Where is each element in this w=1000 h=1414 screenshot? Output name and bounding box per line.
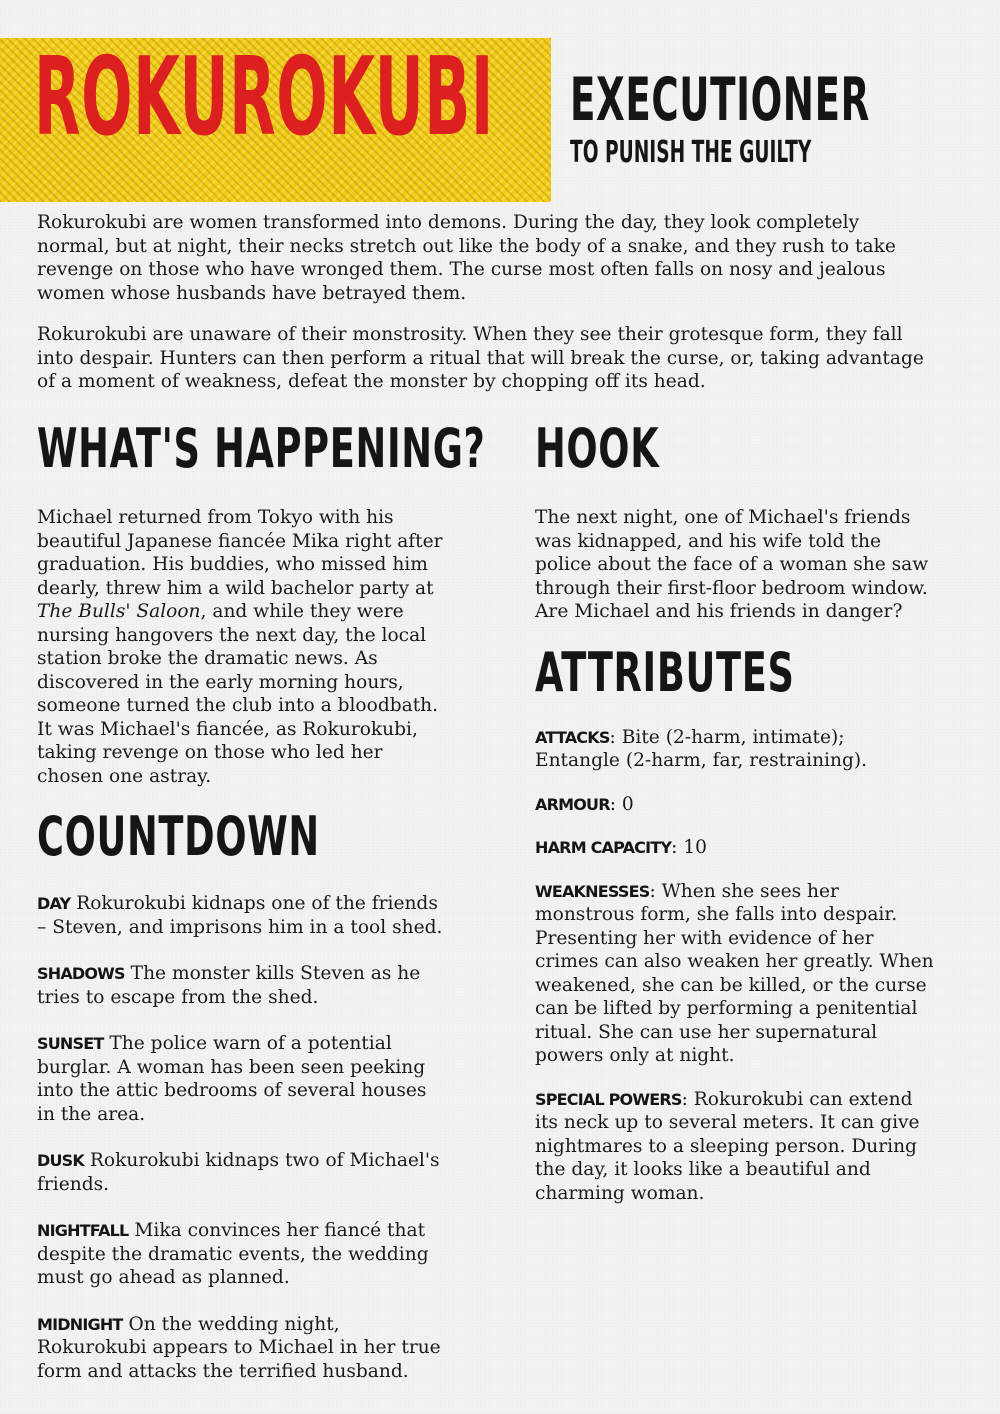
attributes-heading: ATTRIBUTES bbox=[535, 640, 795, 704]
countdown-text: Mika convinces her fiancé that despite the dramatic events, the wedding must go ahead as planned. bbox=[37, 1220, 429, 1288]
countdown-text: Rokurokubi kidnaps one of the friends – Steven, and imprisons him in a tool shed. bbox=[37, 893, 443, 938]
attribute-text: : When she sees her monstrous form, she falls into despair. Presenting her with evidence of her crimes can also weaken her greatly. When weakened, she can be killed, or the curse can be lifted by performing a penitential ritual. She can use her supernatural powers only at night. bbox=[535, 880, 934, 1066]
attribute-label: HARM CAPACITY bbox=[535, 838, 672, 857]
attribute-special-powers bbox=[535, 1088, 935, 1206]
countdown-label: DUSK bbox=[37, 1151, 84, 1170]
countdown-item-nightfall bbox=[37, 1219, 447, 1290]
countdown-list bbox=[37, 892, 447, 1383]
countdown-item-dusk bbox=[37, 1149, 447, 1196]
countdown-label: SHADOWS bbox=[37, 964, 125, 983]
monster-type-tagline: TO PUNISH THE GUILTY bbox=[570, 135, 812, 170]
attributes-list bbox=[535, 726, 935, 1206]
countdown-label: DAY bbox=[37, 894, 71, 913]
attribute-text: : 10 bbox=[671, 837, 707, 858]
attribute-label: ATTACKS bbox=[535, 727, 610, 747]
attribute-text: : 0 bbox=[609, 793, 634, 815]
right-column bbox=[535, 417, 935, 1225]
attribute-label: ARMOUR bbox=[535, 794, 610, 814]
countdown-item-midnight bbox=[37, 1313, 447, 1384]
attribute-harm-capacity bbox=[535, 836, 935, 860]
countdown-text: Rokurokubi kidnaps two of Michael's friends. bbox=[37, 1150, 440, 1195]
whats-happening-text-end: , and while they were nursing hangovers the next day, the local station broke the dramatic news. As discovered in the early morning hours, someone turned the club into a bloodbath. It was Michael's fiancée, as Rokurokubi, taking revenge on those who led her chosen one astray. bbox=[37, 601, 439, 787]
attribute-text: : Bite (2-harm, intimate); Entangle (2-harm, far, restraining). bbox=[535, 726, 868, 771]
countdown-label: SUNSET bbox=[37, 1034, 104, 1053]
attribute-label: WEAKNESSES bbox=[535, 881, 650, 901]
countdown-item-sunset bbox=[37, 1032, 447, 1126]
attribute-weaknesses bbox=[535, 880, 935, 1068]
intro-paragraph-2: Rokurokubi are unaware of their monstrosity. When they see their grotesque form, they fall into despair. Hunters can then perform a ritual that will break the curse, or, taking advantage of a moment of weakness, defeat the monster by chopping off its head. bbox=[37, 324, 924, 392]
countdown-label: NIGHTFALL bbox=[37, 1221, 129, 1240]
intro-paragraph-1: Rokurokubi are women transformed into demons. During the day, they look completely normal, but at night, their necks stretch out like the body of a snake, and they rush to take revenge on those who have wronged them. The curse most often falls on nosy and jealous women whose husbands have betrayed them. bbox=[37, 212, 896, 304]
attribute-text: : Rokurokubi can extend its neck up to several meters. It can give nightmares to a sleeping person. During the day, it looks like a beautiful and charming woman. bbox=[535, 1088, 920, 1204]
countdown-item-day bbox=[37, 892, 447, 939]
countdown-item-shadows bbox=[37, 962, 447, 1009]
countdown-text: On the wedding night, Rokurokubi appears to Michael in her true form and attacks the terrified husband. bbox=[37, 1313, 441, 1382]
countdown-heading: COUNTDOWN bbox=[37, 805, 320, 868]
countdown-text: The monster kills Steven as he tries to escape from the shed. bbox=[37, 963, 421, 1008]
countdown-label: MIDNIGHT bbox=[37, 1314, 123, 1334]
hook-heading: HOOK bbox=[535, 417, 660, 480]
whats-happening-text bbox=[37, 506, 447, 788]
attribute-attacks bbox=[535, 726, 935, 773]
intro-section bbox=[37, 211, 927, 412]
monster-type: EXECUTIONER bbox=[570, 65, 870, 135]
attribute-label: SPECIAL POWERS bbox=[535, 1089, 682, 1109]
venue-name: The Bulls' Saloon bbox=[37, 601, 201, 622]
countdown-text: The police warn of a potential burglar. A woman has been seen peeking into the attic bedrooms of several houses in the area. bbox=[37, 1033, 427, 1125]
monster-type-block bbox=[570, 65, 1000, 170]
whats-happening-text-start: Michael returned from Tokyo with his beautiful Japanese fiancée Mika right after graduation. His buddies, who missed him dearly, threw him a wild bachelor party at bbox=[37, 507, 443, 599]
hook-text: The next night, one of Michael's friends was kidnapped, and his wife told the police about the face of a woman she saw through their first-floor bedroom window. Are Michael and his friends in danger? bbox=[535, 507, 929, 622]
monster-title: ROKUROKUBI bbox=[34, 35, 495, 160]
attribute-armour bbox=[535, 793, 935, 817]
whats-happening-heading: WHAT'S HAPPENING? bbox=[37, 417, 486, 480]
left-column bbox=[37, 417, 486, 1406]
